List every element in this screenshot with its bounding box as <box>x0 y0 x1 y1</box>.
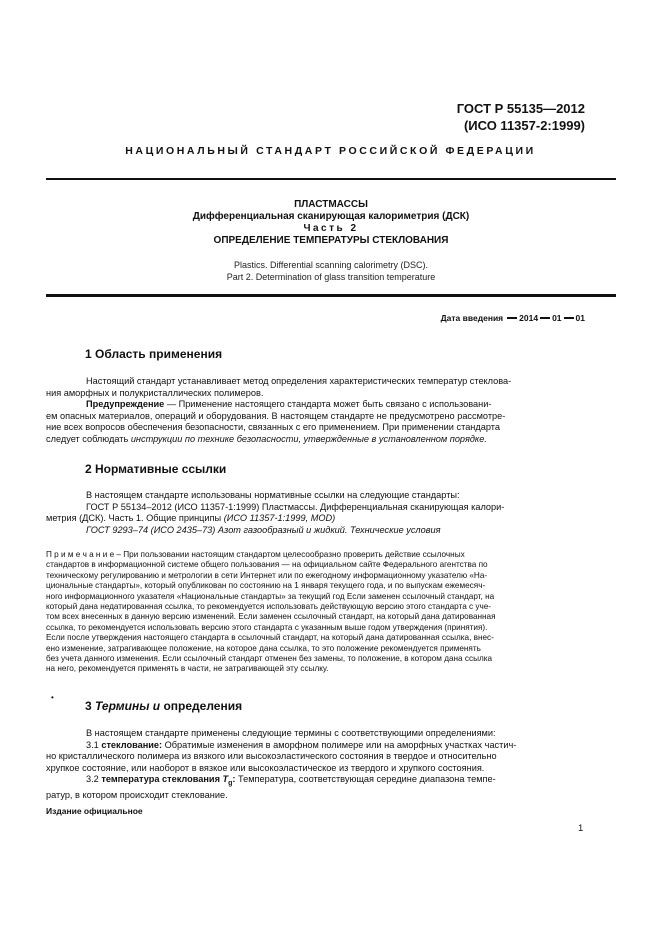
italic-text: инструкции по технике безопасности, утвержденные в установленном порядке. <box>130 433 487 444</box>
text-span: следует соблюдать <box>46 433 131 444</box>
text-line: ние всех вопросов обеспечения безопасности, связанных с его применением. При применении стандарта <box>46 422 500 433</box>
intro-date-month: 01 <box>552 313 562 323</box>
intro-date-label: Дата введения <box>440 313 504 323</box>
dash-mark <box>507 317 517 319</box>
intro-date-day: 01 <box>575 313 585 323</box>
text-line: ния аморфных и полукристаллических полимеров. <box>46 387 264 398</box>
text-line: В настоящем стандарте использованы нормативные ссылки на следующие стандарты: <box>86 490 460 500</box>
italic-text: Термины и <box>95 699 161 713</box>
text-line: хрупкое состояние, или наоборот в вязкое или высокоэластическое из твердого и хрупкого состояния. <box>46 762 485 773</box>
italic-text: ГОСТ 9293–74 (ИСО 2435–73) Азот газообразный и жидкий. Технические условия <box>86 524 441 535</box>
text-line: но кристаллического полимера из вязкого или высокоэластического состояния в твердое и относительно <box>46 751 497 762</box>
text-span: – При пользовании настоящим стандартом целесообразно проверить действие ссылочных <box>114 550 465 559</box>
official-edition-label: Издание официальное <box>46 806 143 816</box>
section-2-note <box>46 550 586 675</box>
text-line <box>46 434 586 446</box>
iso-number: (ИСО 11357-2:1999) <box>463 118 585 133</box>
text-span: метрия (ДСК). Часть 1. Общие принципы <box>46 513 224 524</box>
top-divider <box>46 178 616 180</box>
title-line-1: ПЛАСТМАССЫ <box>294 199 368 210</box>
text-span: — Применение настоящего стандарта может быть связано с использовани- <box>164 399 492 410</box>
term-3-2-line-1 <box>46 774 586 789</box>
term-symbol <box>222 774 236 788</box>
english-title-2: Part 2. Determination of glass transition temperature <box>226 272 436 282</box>
note-line: том всех внесенных в данную версию изменений. Если заменен ссылочный стандарт, на который дана датированная <box>46 612 496 622</box>
note-line: техническому регулированию и метрологии в сети Интернет или по ежегодному информационному указателю «На- <box>46 570 488 580</box>
warning-label: Предупреждение <box>86 399 165 410</box>
note-label: П р и м е ч а н и е <box>46 550 115 559</box>
term-name: температура стеклования <box>101 774 223 785</box>
section-3-heading <box>85 699 242 713</box>
reference-1-line-1: ГОСТ Р 55134–2012 (ИСО 11357-1:1999) Пластмассы. Дифференциальная сканирующая калори- <box>86 501 505 512</box>
text-line: ратур, в котором происходит стеклование. <box>46 789 228 800</box>
note-line: который дана недатированная ссылка, то рекомендуется использовать действующую версию этого стандарта с уче- <box>46 602 492 612</box>
term-name: стеклование: <box>101 739 163 750</box>
text-span: Обратимые изменения в аморфном полимере или на аморфных участках частич- <box>162 739 517 750</box>
page-number: 1 <box>578 823 584 834</box>
bullet-mark: • <box>51 693 54 702</box>
symbol-t: T <box>222 774 229 785</box>
text-line: В настоящем стандарте применены следующие термины с соответствующими определениями: <box>86 728 496 738</box>
text-span: Температура, соответствующая середине диапазона темпе- <box>235 774 496 785</box>
note-line: циональные стандарты», который опубликован по состоянию на 1 января текущего года, и по выпускам ежемесяч- <box>46 581 486 591</box>
gost-number: ГОСТ Р 55135—2012 <box>456 101 585 116</box>
intro-date-year: 2014 <box>519 313 539 323</box>
term-number: 3.2 <box>86 774 102 785</box>
note-line <box>46 550 586 560</box>
term-3-1-line-1 <box>46 740 586 752</box>
text-span: 3 <box>85 699 96 713</box>
english-title-1: Plastics. Differential scanning calorimetry (DSC). <box>234 260 428 270</box>
text-span: определения <box>160 699 243 713</box>
intro-date <box>441 313 585 323</box>
dash-mark <box>564 317 574 319</box>
section-2-heading: 2 Нормативные ссылки <box>85 462 227 476</box>
section-2-body <box>46 490 586 536</box>
note-line: стандартов в информационной системе общего пользования — на официальном сайте Федерального агентства по <box>46 560 488 570</box>
text-span: : <box>232 774 236 785</box>
dash-mark <box>540 317 550 319</box>
text-line: ем опасных материалов, операций и оборудования. В настоящем стандарте не предусмотрено рассмотре- <box>46 410 506 421</box>
section-3-body <box>46 728 586 801</box>
title-line-4: ОПРЕДЕЛЕНИЕ ТЕМПЕРАТУРЫ СТЕКЛОВАНИЯ <box>213 235 449 246</box>
term-number: 3.1 <box>86 739 102 750</box>
text-line: Настоящий стандарт устанавливает метод определения характеристических температур стеклова- <box>86 376 512 386</box>
note-line: без учета данного изменения. Если ссылочный стандарт отменен без замены, то положение, в котором дана ссылка <box>46 654 493 664</box>
warning-line <box>46 399 586 411</box>
reference-2 <box>46 525 586 537</box>
note-line: на него, рекомендуется применять в части, не затрагивающей эту ссылку. <box>46 664 329 674</box>
national-standard-caption: НАЦИОНАЛЬНЫЙ СТАНДАРТ РОССИЙСКОЙ ФЕДЕРАЦИИ <box>125 145 536 157</box>
reference-1-line-2 <box>46 513 586 525</box>
bottom-divider <box>46 294 616 297</box>
title-line-3: Часть 2 <box>303 223 359 234</box>
note-line: ссылка, то рекомендуется использовать версию этого стандарта с указанным выше годом утверждения (принятия). <box>46 622 488 632</box>
note-line: ено изменение, затрагивающее положение, на которое дана ссылка, то это положение рекомендуется применять <box>46 643 481 653</box>
title-line-2: Дифференциальная сканирующая калориметрия (ДСК) <box>192 211 470 222</box>
section-1-body <box>46 376 586 446</box>
section-1-heading: 1 Область применения <box>85 347 223 361</box>
note-line: ного информационного указателя «Национальные стандарты» за текущий год Если заменен ссылочный стандарт, на <box>46 591 495 601</box>
symbol-subscript: g <box>228 780 233 788</box>
italic-text: (ИСО 11357-1:1999, MOD) <box>223 513 336 524</box>
note-line: Если после утверждения настоящего стандарта в ссылочный стандарт, на который дана датированная ссылка, внес- <box>46 633 494 643</box>
